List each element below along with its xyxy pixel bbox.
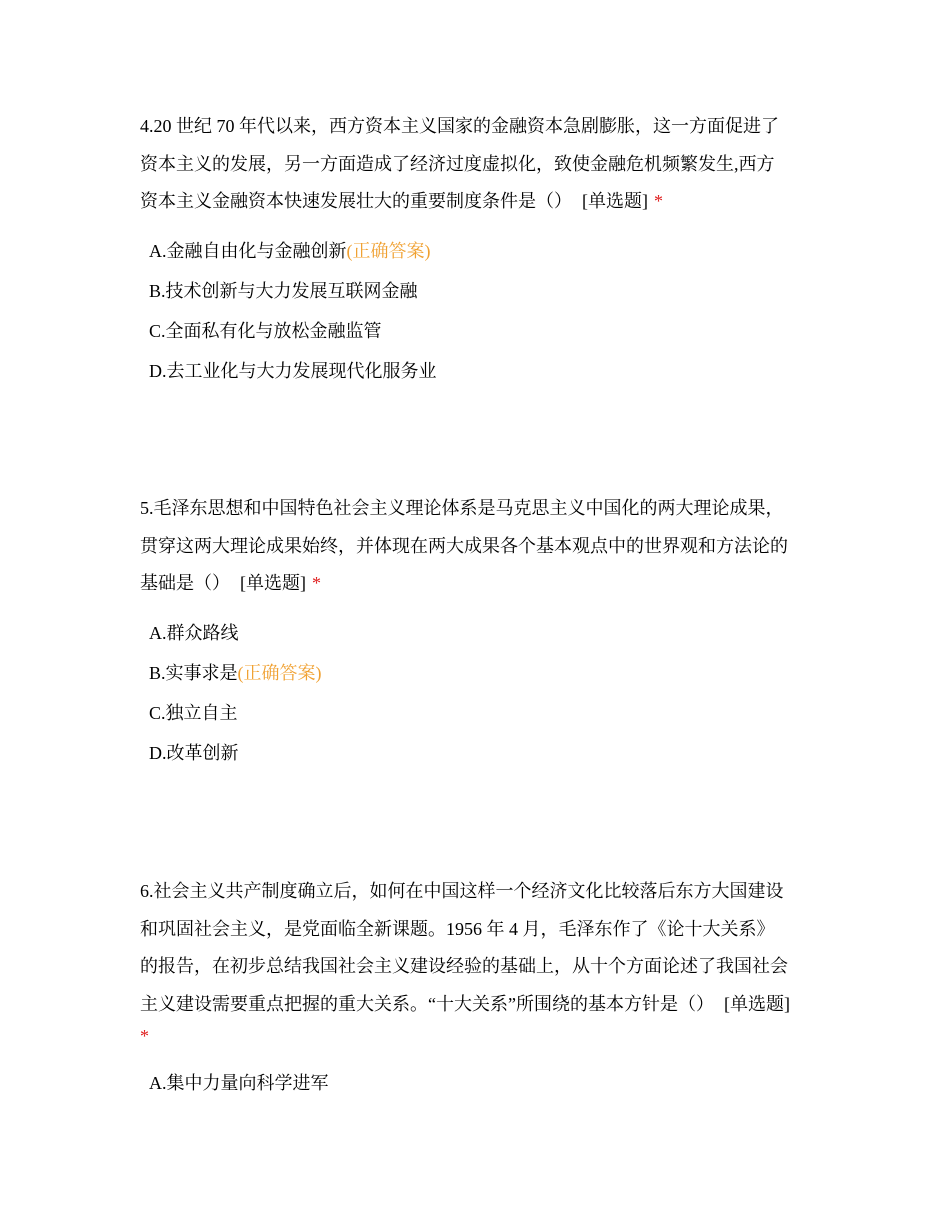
option-a[interactable] <box>140 231 820 271</box>
option-label: A.金融自由化与金融创新 <box>149 240 347 261</box>
option-d[interactable] <box>140 733 820 773</box>
option-label: B.技术创新与大力发展互联网金融 <box>149 280 418 301</box>
question-6-line-4 <box>140 986 820 1024</box>
question-5-line-3 <box>140 565 820 603</box>
correct-answer-label: (正确答案) <box>346 240 431 261</box>
option-label: C.独立自主 <box>149 702 238 723</box>
option-c[interactable] <box>140 693 820 733</box>
question-6 <box>140 873 820 1103</box>
question-6-line-1: 6.社会主义共产制度确立后，如何在中国这样一个经济文化比较落后东方大国建设 <box>140 881 784 901</box>
question-6-line-4-text: 主义建设需要重点把握的重大关系。“十大关系”所围绕的基本方针是（） <box>140 993 714 1014</box>
question-4-line-3-text: 资本主义金融资本快速发展壮大的重要制度条件是（） <box>140 191 572 211</box>
option-c[interactable] <box>140 311 820 351</box>
option-label: A.群众路线 <box>149 622 239 643</box>
option-label: B.实事求是 <box>149 662 238 683</box>
question-6-line-3: 的报告，在初步总结我国社会主义建设经验的基础上，从十个方面论述了我国社会 <box>140 956 788 976</box>
question-type-tag: [单选题] <box>240 573 306 593</box>
question-4-line-1: 4.20 世纪 70 年代以来，西方资本主义国家的金融资本急剧膨胀，这一方面促进了 <box>140 116 779 136</box>
required-mark: * <box>140 1026 149 1046</box>
option-a[interactable] <box>140 613 820 653</box>
question-type-tag: [单选题] <box>582 191 648 211</box>
option-label: D.改革创新 <box>149 742 239 763</box>
question-5 <box>140 490 820 773</box>
question-4 <box>140 108 820 391</box>
question-5-options <box>140 613 820 773</box>
question-type-tag: [单选题] <box>723 993 790 1014</box>
option-label: A.集中力量向科学进军 <box>149 1073 329 1093</box>
question-4-line-3 <box>140 183 820 221</box>
option-a[interactable] <box>140 1063 820 1103</box>
option-d[interactable] <box>140 351 820 391</box>
option-b[interactable] <box>140 653 820 693</box>
required-mark: * <box>312 573 321 593</box>
question-5-line-2: 贯穿这两大理论成果始终，并体现在两大成果各个基本观点中的世界观和方法论的 <box>140 535 788 556</box>
question-4-line-2: 资本主义的发展，另一方面造成了经济过度虚拟化，致使金融危机频繁发生,西方 <box>140 153 775 174</box>
option-label: C.全面私有化与放松金融监管 <box>149 320 382 341</box>
question-5-line-1: 5.毛泽东思想和中国特色社会主义理论体系是马克思主义中国化的两大理论成果， <box>140 498 784 518</box>
correct-answer-label: (正确答案) <box>237 662 322 683</box>
required-mark: * <box>654 191 663 211</box>
question-4-options <box>140 231 820 391</box>
option-label: D.去工业化与大力发展现代化服务业 <box>149 360 437 381</box>
question-6-options <box>140 1063 820 1103</box>
question-5-line-3-text: 基础是（） <box>140 573 230 593</box>
option-b[interactable] <box>140 271 820 311</box>
question-6-line-2: 和巩固社会主义，是党面临全新课题。1956 年 4 月，毛泽东作了《论十大关系》 <box>140 918 775 939</box>
